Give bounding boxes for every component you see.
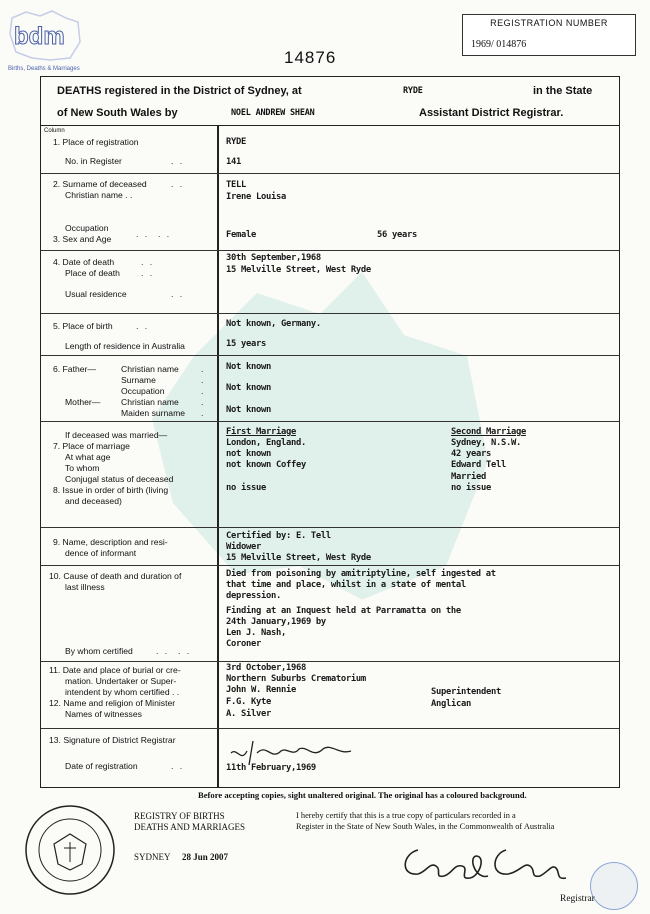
header-line2-prefix: of New South Wales by	[57, 107, 178, 119]
f7-married-label: If deceased was married—	[65, 430, 168, 440]
registrar-signature-footer	[396, 832, 586, 888]
certify-line-2: Register in the State of New South Wales, in the Commonwealth of Australia	[296, 822, 555, 831]
f7-towhom-label: To whom	[65, 463, 100, 473]
footer-notice: Before accepting copies, sight unaltered original. The original has a coloured background.	[198, 790, 527, 800]
form-header	[41, 77, 619, 126]
m2-title: Second Marriage	[451, 427, 526, 437]
m2-towhom: Edward Tell	[451, 460, 506, 470]
folio-number: 14876	[284, 48, 337, 67]
dot-leader: . .	[171, 761, 185, 771]
f8-issue-label: 8. Issue in order of birth (living	[53, 485, 169, 495]
f6-father-label: 6. Father—	[53, 364, 96, 374]
f13-date: 11th February,1969	[226, 763, 316, 773]
f4-usual-label: Usual residence	[65, 289, 127, 299]
row-divider-5	[41, 421, 619, 422]
issue-place: SYDNEY	[134, 852, 171, 862]
column-label: Column	[44, 128, 65, 134]
dot-leader: . .	[171, 179, 185, 189]
row-divider-3	[41, 313, 619, 314]
f6-fsurname-label: Surname	[121, 375, 156, 385]
m1-issue: no issue	[226, 483, 266, 493]
f6-fchristian-label: Christian name	[121, 364, 179, 374]
f4-place-value: 15 Melville Street, West Ryde	[226, 265, 371, 275]
f12-minister: F.G. Kyte	[226, 697, 271, 707]
row-divider-4	[41, 355, 619, 356]
f9-label-1: 9. Name, description and resi-	[53, 537, 168, 547]
dot-leader: . .	[141, 268, 155, 278]
m2-age: 42 years	[451, 449, 491, 459]
m2-conjugal: Married	[451, 472, 486, 482]
f3-occupation-label: Occupation	[65, 223, 109, 233]
f13-date-label: Date of registration	[65, 761, 138, 771]
header-district: RYDE	[403, 86, 423, 96]
svg-text:bdm: bdm	[14, 23, 65, 50]
f4-place-label: Place of death	[65, 268, 120, 278]
m2-place: Sydney, N.S.W.	[451, 438, 521, 448]
row-divider-6	[41, 527, 619, 528]
registrar-label: Registrar	[560, 894, 595, 904]
f9-line-1: Certified by: E. Tell	[226, 531, 331, 541]
f11-place: Northern Suburbs Crematorium	[226, 674, 366, 684]
f5-birth-label: 5. Place of birth	[53, 321, 113, 331]
f7-place-label: 7. Place of marriage	[53, 441, 130, 451]
dot-leader: . .	[171, 289, 185, 299]
death-register-form	[40, 76, 620, 788]
certify-line-1: I hereby certify that this is a true copy of particulars recorded in a	[296, 811, 516, 820]
f12-religion: Anglican	[431, 699, 471, 709]
f5-birth-value: Not known, Germany.	[226, 319, 321, 329]
f10-label-2: last illness	[65, 582, 105, 592]
row-divider-7	[41, 565, 619, 566]
f7-conjugal-label: Conjugal status of deceased	[65, 474, 174, 484]
f10-label-1: 10. Cause of death and duration of	[49, 571, 182, 581]
f6-mother-label: Mother—	[65, 397, 101, 407]
dot-leader: . . . .	[136, 229, 172, 239]
f9-label-2: dence of informant	[65, 548, 137, 558]
f3-sexage-label: 3. Sex and Age	[53, 234, 112, 244]
row-divider-8	[41, 661, 619, 662]
header-registrar-name: NOEL ANDREW SHEAN	[231, 108, 315, 118]
f13-label: 13. Signature of District Registrar	[49, 735, 176, 745]
f6-mchristian-label: Christian name	[121, 397, 179, 407]
f11-date: 3rd October,1968	[226, 663, 306, 673]
f4-date-value: 30th September,1968	[226, 253, 321, 263]
f2-christian-label: Christian name . .	[65, 190, 133, 200]
f6-fchristian-value: Not known	[226, 362, 271, 372]
registration-number-box	[462, 14, 636, 56]
logo-caption: Births, Deaths & Marriages	[8, 66, 80, 72]
f2-christian-value: Irene Louisa	[226, 192, 286, 202]
registry-line-1: REGISTRY OF BIRTHS	[134, 811, 225, 821]
m2-issue: no issue	[451, 483, 491, 493]
f11-undertaker: John W. Rennie	[226, 685, 296, 695]
dot-leader: . . . .	[156, 646, 192, 656]
dot-leader: . .	[171, 156, 185, 166]
f10-line-5: 24th January,1969 by	[226, 617, 326, 627]
f12-label-1: 12. Name and religion of Minister	[49, 698, 176, 708]
f2-surname-value: TELL	[226, 180, 246, 190]
f8-issue-label-2: and deceased)	[65, 496, 122, 506]
f3-age-value: 56 years	[377, 230, 417, 240]
f6-foccupation-value: Not known	[226, 383, 271, 393]
f10-line-6: Len J. Nash,	[226, 628, 286, 638]
f9-line-2: Widower	[226, 542, 261, 552]
f11-label-3: intendent by whom certified . .	[65, 687, 180, 697]
f4-date-label: 4. Date of death	[53, 257, 115, 267]
f10-line-3: depression.	[226, 591, 281, 601]
f1-place-label: 1. Place of registration	[53, 137, 139, 147]
f10-line-2: that time and place, whilst in a state of mental	[226, 580, 466, 590]
header-suffix: in the State	[533, 85, 593, 97]
dot-leader-column: . . . . .	[201, 364, 206, 418]
registration-number: 1969/ 014876	[471, 39, 527, 50]
m1-place: London, England.	[226, 438, 306, 448]
f6-mmaiden-value: Not known	[226, 405, 271, 415]
row-divider-9	[41, 728, 619, 729]
f12-witness: A. Silver	[226, 709, 271, 719]
f10-certified-label: By whom certified	[65, 646, 133, 656]
f2-surname-label: 2. Surname of deceased	[53, 179, 147, 189]
dot-leader: . .	[136, 321, 150, 331]
bdm-logo	[6, 8, 86, 74]
f1-place-value: RYDE	[226, 137, 246, 147]
f7-age-label: At what age	[65, 452, 111, 462]
dot-leader: . .	[141, 257, 155, 267]
row-divider-2	[41, 250, 619, 251]
f10-line-4: Finding at an Inquest held at Parramatta on the	[226, 606, 461, 616]
f5-length-label: Length of residence in Australia	[65, 341, 185, 351]
f3-sex-value: Female	[226, 230, 256, 240]
f11-superintendent: Superintendent	[431, 687, 501, 697]
f6-foccupation-label: Occupation	[121, 386, 165, 396]
f1-no-label: No. in Register	[65, 156, 122, 166]
registrar-stamp	[590, 862, 638, 910]
f5-length-value: 15 years	[226, 339, 266, 349]
header-prefix: DEATHS registered in the District of Sydney, at	[57, 85, 302, 97]
registry-seal-icon	[24, 804, 116, 896]
f11-label-1: 11. Date and place of burial or cre-	[49, 665, 181, 675]
header-registrar-title: Assistant District Registrar.	[419, 107, 564, 119]
bdm-logo-icon	[6, 8, 86, 64]
m1-age: not known	[226, 449, 271, 459]
f10-line-7: Coroner	[226, 639, 261, 649]
f9-line-3: 15 Melville Street, West Ryde	[226, 553, 371, 563]
m1-title: First Marriage	[226, 427, 296, 437]
f11-label-2: mation. Undertaker or Super-	[65, 676, 177, 686]
column-divider	[217, 125, 219, 787]
row-divider-1	[41, 173, 619, 174]
registration-number-label: REGISTRATION NUMBER	[490, 18, 608, 28]
f6-mmaiden-label: Maiden surname	[121, 408, 186, 418]
m1-towhom: not known Coffey	[226, 460, 306, 470]
f12-label-2: Names of witnesses	[65, 709, 142, 719]
issue-date: 28 Jun 2007	[182, 852, 229, 862]
registry-line-2: DEATHS AND MARRIAGES	[134, 822, 246, 832]
f1-no-value: 141	[226, 157, 241, 167]
f10-line-1: Died from poisoning by amitriptyline, self ingested at	[226, 569, 496, 579]
